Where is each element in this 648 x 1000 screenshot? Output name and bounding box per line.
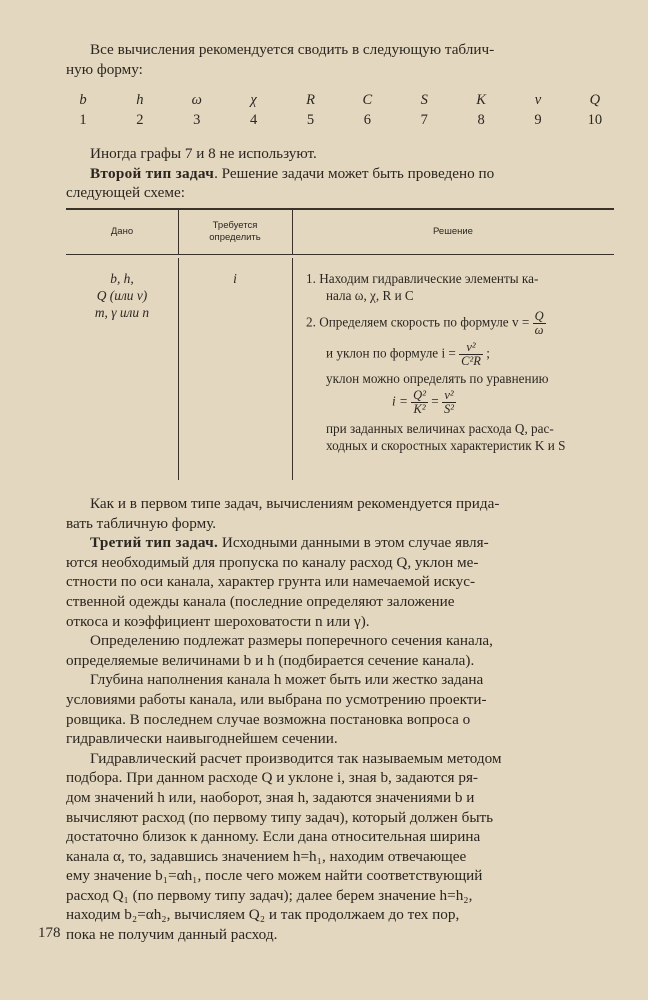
- solution-cell: [306, 270, 614, 454]
- second-type-line-2: следующей схеме:: [66, 184, 185, 202]
- column-number: 2: [136, 112, 144, 128]
- intro-line-2: ную форму:: [66, 60, 143, 78]
- slope-semicolon: ;: [486, 345, 490, 361]
- p5-line-5: достаточно близок к данному. Если дана относительная ширина: [66, 828, 481, 846]
- fraction-numerator: v²: [442, 389, 456, 403]
- p5-line-4: вычисляют расход (по первому типу задач), который должен быть: [66, 808, 494, 826]
- header-given: Дано: [110, 226, 134, 237]
- given-line-2: Q (или v): [96, 288, 148, 303]
- p4-line-1: Глубина наполнения канала h может быть или жестко задана: [90, 671, 484, 689]
- column-numbers-row: [66, 112, 612, 129]
- p1-line-1: Как и в первом типе задач, вычислениям рекомендуется прида-: [90, 495, 500, 512]
- step-1-line-1: 1. Находим гидравлические элементы ка-: [306, 271, 539, 286]
- column-number: 7: [420, 112, 428, 128]
- p2-line-3: стности по оси канала, характер грунта или намечаемой искус-: [66, 573, 476, 591]
- header-solution: Решение: [433, 226, 473, 237]
- step-2-line-2: [306, 341, 614, 368]
- p2-line-2: ются необходимый для пропуска по каналу расход Q, уклон ме-: [66, 553, 479, 571]
- equation-i: i =: [392, 393, 408, 409]
- body-text: [66, 494, 614, 945]
- step-2-equation: [306, 389, 614, 416]
- step-2-line-3: уклон можно определять по уравнению: [326, 371, 549, 386]
- fraction-denominator: C²R: [461, 354, 481, 368]
- step-2-line-1: [306, 310, 614, 337]
- fraction-denominator: K²: [413, 402, 426, 416]
- equation-equals: =: [431, 393, 439, 409]
- equation-fraction-1: [411, 389, 428, 416]
- p2-line-1-rest: Исходными данными в этом случае явля-: [218, 534, 489, 552]
- second-type-line-1: [66, 164, 614, 184]
- step-2-line-6: ходных и скоростных характеристик K и S: [326, 438, 566, 453]
- column-symbols-row: [66, 92, 612, 109]
- p5-line-7: ему значение b₁=αh₁, после чего можем найти соответствующий: [66, 867, 483, 885]
- column-number: 10: [587, 112, 603, 128]
- step-1-line-2: нала ω, χ, R и C: [326, 288, 414, 303]
- column-number: 4: [250, 112, 258, 128]
- velocity-fraction: [533, 310, 546, 337]
- column-symbol: S: [420, 92, 428, 108]
- p5-line-6: канала α, то, задавшись значением h=h₁, находим отвечающее: [66, 847, 467, 865]
- column-symbol: C: [362, 92, 373, 108]
- column-number: 3: [193, 112, 201, 128]
- slope-text: и уклон по формуле i =: [326, 345, 456, 361]
- column-symbol: ω: [191, 92, 202, 108]
- column-number: 6: [363, 112, 371, 128]
- p5-line-2: подбора. При данном расходе Q и уклоне i, зная b, задаются ря-: [66, 769, 478, 787]
- fraction-numerator: Q: [534, 309, 544, 323]
- column-symbol: R: [306, 92, 315, 108]
- fraction-numerator: v²: [459, 341, 483, 355]
- column-symbol: χ: [250, 92, 257, 108]
- column-number: 8: [477, 112, 485, 128]
- column-symbol: K: [476, 92, 486, 108]
- p5-line-9: находим b₂=αh₂, вычисляем Q₂ и так продолжаем до тех пор,: [66, 906, 460, 924]
- given-line-3: m, γ или n: [94, 305, 150, 320]
- column-symbol: Q: [589, 92, 601, 108]
- p3-line-1: Определению подлежат размеры поперечного сечения канала,: [90, 632, 493, 650]
- step-2-line-5: при заданных величинах расхода Q, рас-: [326, 421, 554, 436]
- given-cell: [66, 270, 178, 321]
- second-type-rest: . Решение задачи может быть проведено по: [214, 164, 495, 182]
- second-type-paragraph: [66, 144, 614, 203]
- table-top-rule: [66, 208, 614, 210]
- table-body-divider-1: [178, 258, 179, 480]
- p2-line-1: [66, 533, 614, 553]
- fraction-numerator: Q²: [413, 388, 426, 402]
- column-number: 9: [534, 112, 542, 128]
- column-symbol: v: [534, 92, 542, 108]
- page-number: 178: [38, 925, 61, 941]
- equation-fraction-2: [442, 389, 456, 416]
- intro-line-1: Все вычисления рекомендуется сводить в следующую таблич-: [90, 41, 495, 58]
- column-symbol: b: [79, 92, 87, 108]
- given-line-1: b, h,: [110, 271, 134, 286]
- header-required-line-2: определить: [209, 232, 261, 243]
- note-line: Иногда графы 7 и 8 не используют.: [90, 145, 317, 162]
- p4-line-4: гидравлически наивыгоднейшем сечении.: [66, 730, 338, 748]
- p4-line-3: ровщика. В последнем случае возможна постановка вопроса о: [66, 710, 471, 728]
- third-type-heading: Третий тип задач.: [90, 534, 219, 552]
- p2-line-5: откоса и коэффициент шероховатости n или γ).: [66, 612, 370, 630]
- required-cell: i: [233, 271, 237, 286]
- p2-line-4: ственной одежды канала (последние определяют заложение: [66, 592, 455, 610]
- fraction-denominator: ω: [534, 323, 544, 337]
- scheme-table: [66, 208, 614, 480]
- p5-line-1: Гидравлический расчет производится так называемым методом: [90, 749, 502, 767]
- slope-fraction: [459, 341, 483, 368]
- second-type-heading: Второй тип задач: [90, 164, 215, 182]
- p5-line-8: расход Q₁ (по первому типу задач); далее берем значение h=h₂,: [66, 886, 473, 904]
- p3-line-2: определяемые величинами b и h (подбирается сечение канала).: [66, 651, 475, 669]
- fraction-denominator: S²: [443, 402, 454, 416]
- table-body-divider-2: [292, 258, 293, 480]
- p5-line-3: дом значений h или, наоборот, зная h, задаются значениями b и: [66, 788, 475, 806]
- p1-line-2: вать табличную форму.: [66, 514, 217, 532]
- header-required: [178, 220, 292, 244]
- column-number: 5: [306, 112, 315, 128]
- header-required-line-1: Требуется: [212, 220, 258, 231]
- column-symbol: h: [136, 92, 144, 108]
- table-header-rule: [66, 254, 614, 255]
- p4-line-2: условиями работы канала, или выбрана по усмотрению проекти-: [66, 690, 487, 708]
- column-number: 1: [79, 112, 87, 128]
- step-2-text: 2. Определяем скорость по формуле v =: [306, 314, 530, 330]
- p5-line-10: пока не получим данный расход.: [66, 926, 278, 944]
- intro-paragraph: [66, 40, 614, 79]
